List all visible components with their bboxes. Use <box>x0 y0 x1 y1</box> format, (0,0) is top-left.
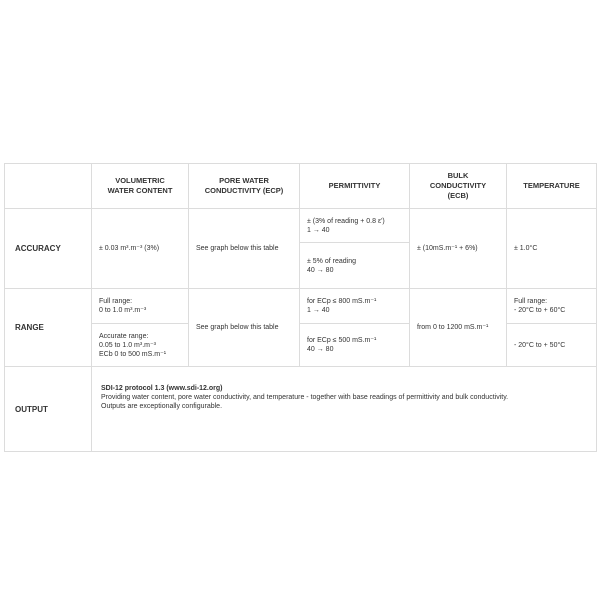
cell-line: 0.05 to 1.0 m³.m⁻³ <box>99 341 156 349</box>
range-row-continued <box>5 324 597 367</box>
range-permittivity-cell-2 <box>300 324 410 367</box>
specifications-table-container <box>4 163 596 452</box>
header-line: WATER CONTENT <box>107 186 173 195</box>
cell-line: Full range: <box>514 298 548 305</box>
header-line: VOLUMETRIC <box>115 176 165 185</box>
output-note: Outputs are exceptionally configurable. <box>101 403 223 410</box>
cell-line: 1 → 40 <box>307 307 330 314</box>
cell-line: ECb 0 to 500 mS.m⁻¹ <box>99 350 167 358</box>
accuracy-permittivity-cell-1 <box>300 209 410 243</box>
header-line: CONDUCTIVITY <box>429 181 487 190</box>
range-temperature-cell-2: - 20°C to + 50°C <box>507 324 597 367</box>
range-row-label: RANGE <box>5 289 92 367</box>
cell-line: Accurate range: <box>99 332 149 340</box>
cell-line: 1 → 40 <box>307 226 330 234</box>
range-temperature-cell-1 <box>507 289 597 324</box>
accuracy-bulk-cell: ± (10mS.m⁻¹ + 6%) <box>410 209 507 289</box>
output-protocol: SDI-12 protocol 1.3 (www.sdi-12.org) <box>101 385 223 392</box>
header-line: PERMITTIVITY <box>328 181 381 190</box>
cell-line: 40 → 80 <box>307 346 334 353</box>
output-cell <box>92 367 597 452</box>
cell-line: ± 5% of reading <box>307 257 356 265</box>
range-vwc-cell-1 <box>92 289 189 324</box>
cell-line: for ECp ≤ 800 mS.m⁻¹ <box>307 298 377 305</box>
range-pwc-cell: See graph below this table <box>189 289 300 367</box>
header-line: TEMPERATURE <box>523 181 580 190</box>
range-vwc-cell-2 <box>92 324 189 367</box>
range-bulk-cell: from 0 to 1200 mS.m⁻¹ <box>410 289 507 367</box>
accuracy-permittivity-cell-2 <box>300 243 410 289</box>
output-row <box>5 367 597 452</box>
header-line: CONDUCTIVITY (ECP) <box>204 186 284 195</box>
cell-line: Full range: <box>99 298 133 305</box>
header-temperature <box>507 164 597 209</box>
header-volumetric-water-content <box>92 164 189 209</box>
header-row <box>5 164 597 209</box>
header-permittivity <box>300 164 410 209</box>
output-row-label: OUTPUT <box>5 367 92 452</box>
accuracy-vwc-cell: ± 0.03 m³.m⁻³ (3%) <box>92 209 189 289</box>
range-permittivity-cell-1 <box>300 289 410 324</box>
header-line: BULK <box>447 171 469 180</box>
specifications-table <box>4 163 597 452</box>
accuracy-temperature-cell: ± 1.0°C <box>507 209 597 289</box>
accuracy-row-label: ACCURACY <box>5 209 92 289</box>
cell-line: ± (3% of reading + 0.8 ε') <box>307 217 385 225</box>
cell-line: 0 to 1.0 m³.m⁻³ <box>99 307 147 314</box>
output-description: Providing water content, pore water conductivity, and temperature - together with base readings of permittivity and bulk conductivity. <box>101 394 509 401</box>
header-empty-cell <box>5 164 92 209</box>
header-line: (ECB) <box>447 191 469 200</box>
header-line: PORE WATER <box>219 176 269 185</box>
cell-line: for ECp ≤ 500 mS.m⁻¹ <box>307 337 377 344</box>
header-bulk-conductivity <box>410 164 507 209</box>
range-row <box>5 289 597 324</box>
cell-line: - 20°C to + 60°C <box>514 307 566 314</box>
header-pore-water-conductivity <box>189 164 300 209</box>
cell-line: 40 → 80 <box>307 266 334 274</box>
accuracy-row <box>5 209 597 243</box>
accuracy-pwc-cell: See graph below this table <box>189 209 300 289</box>
